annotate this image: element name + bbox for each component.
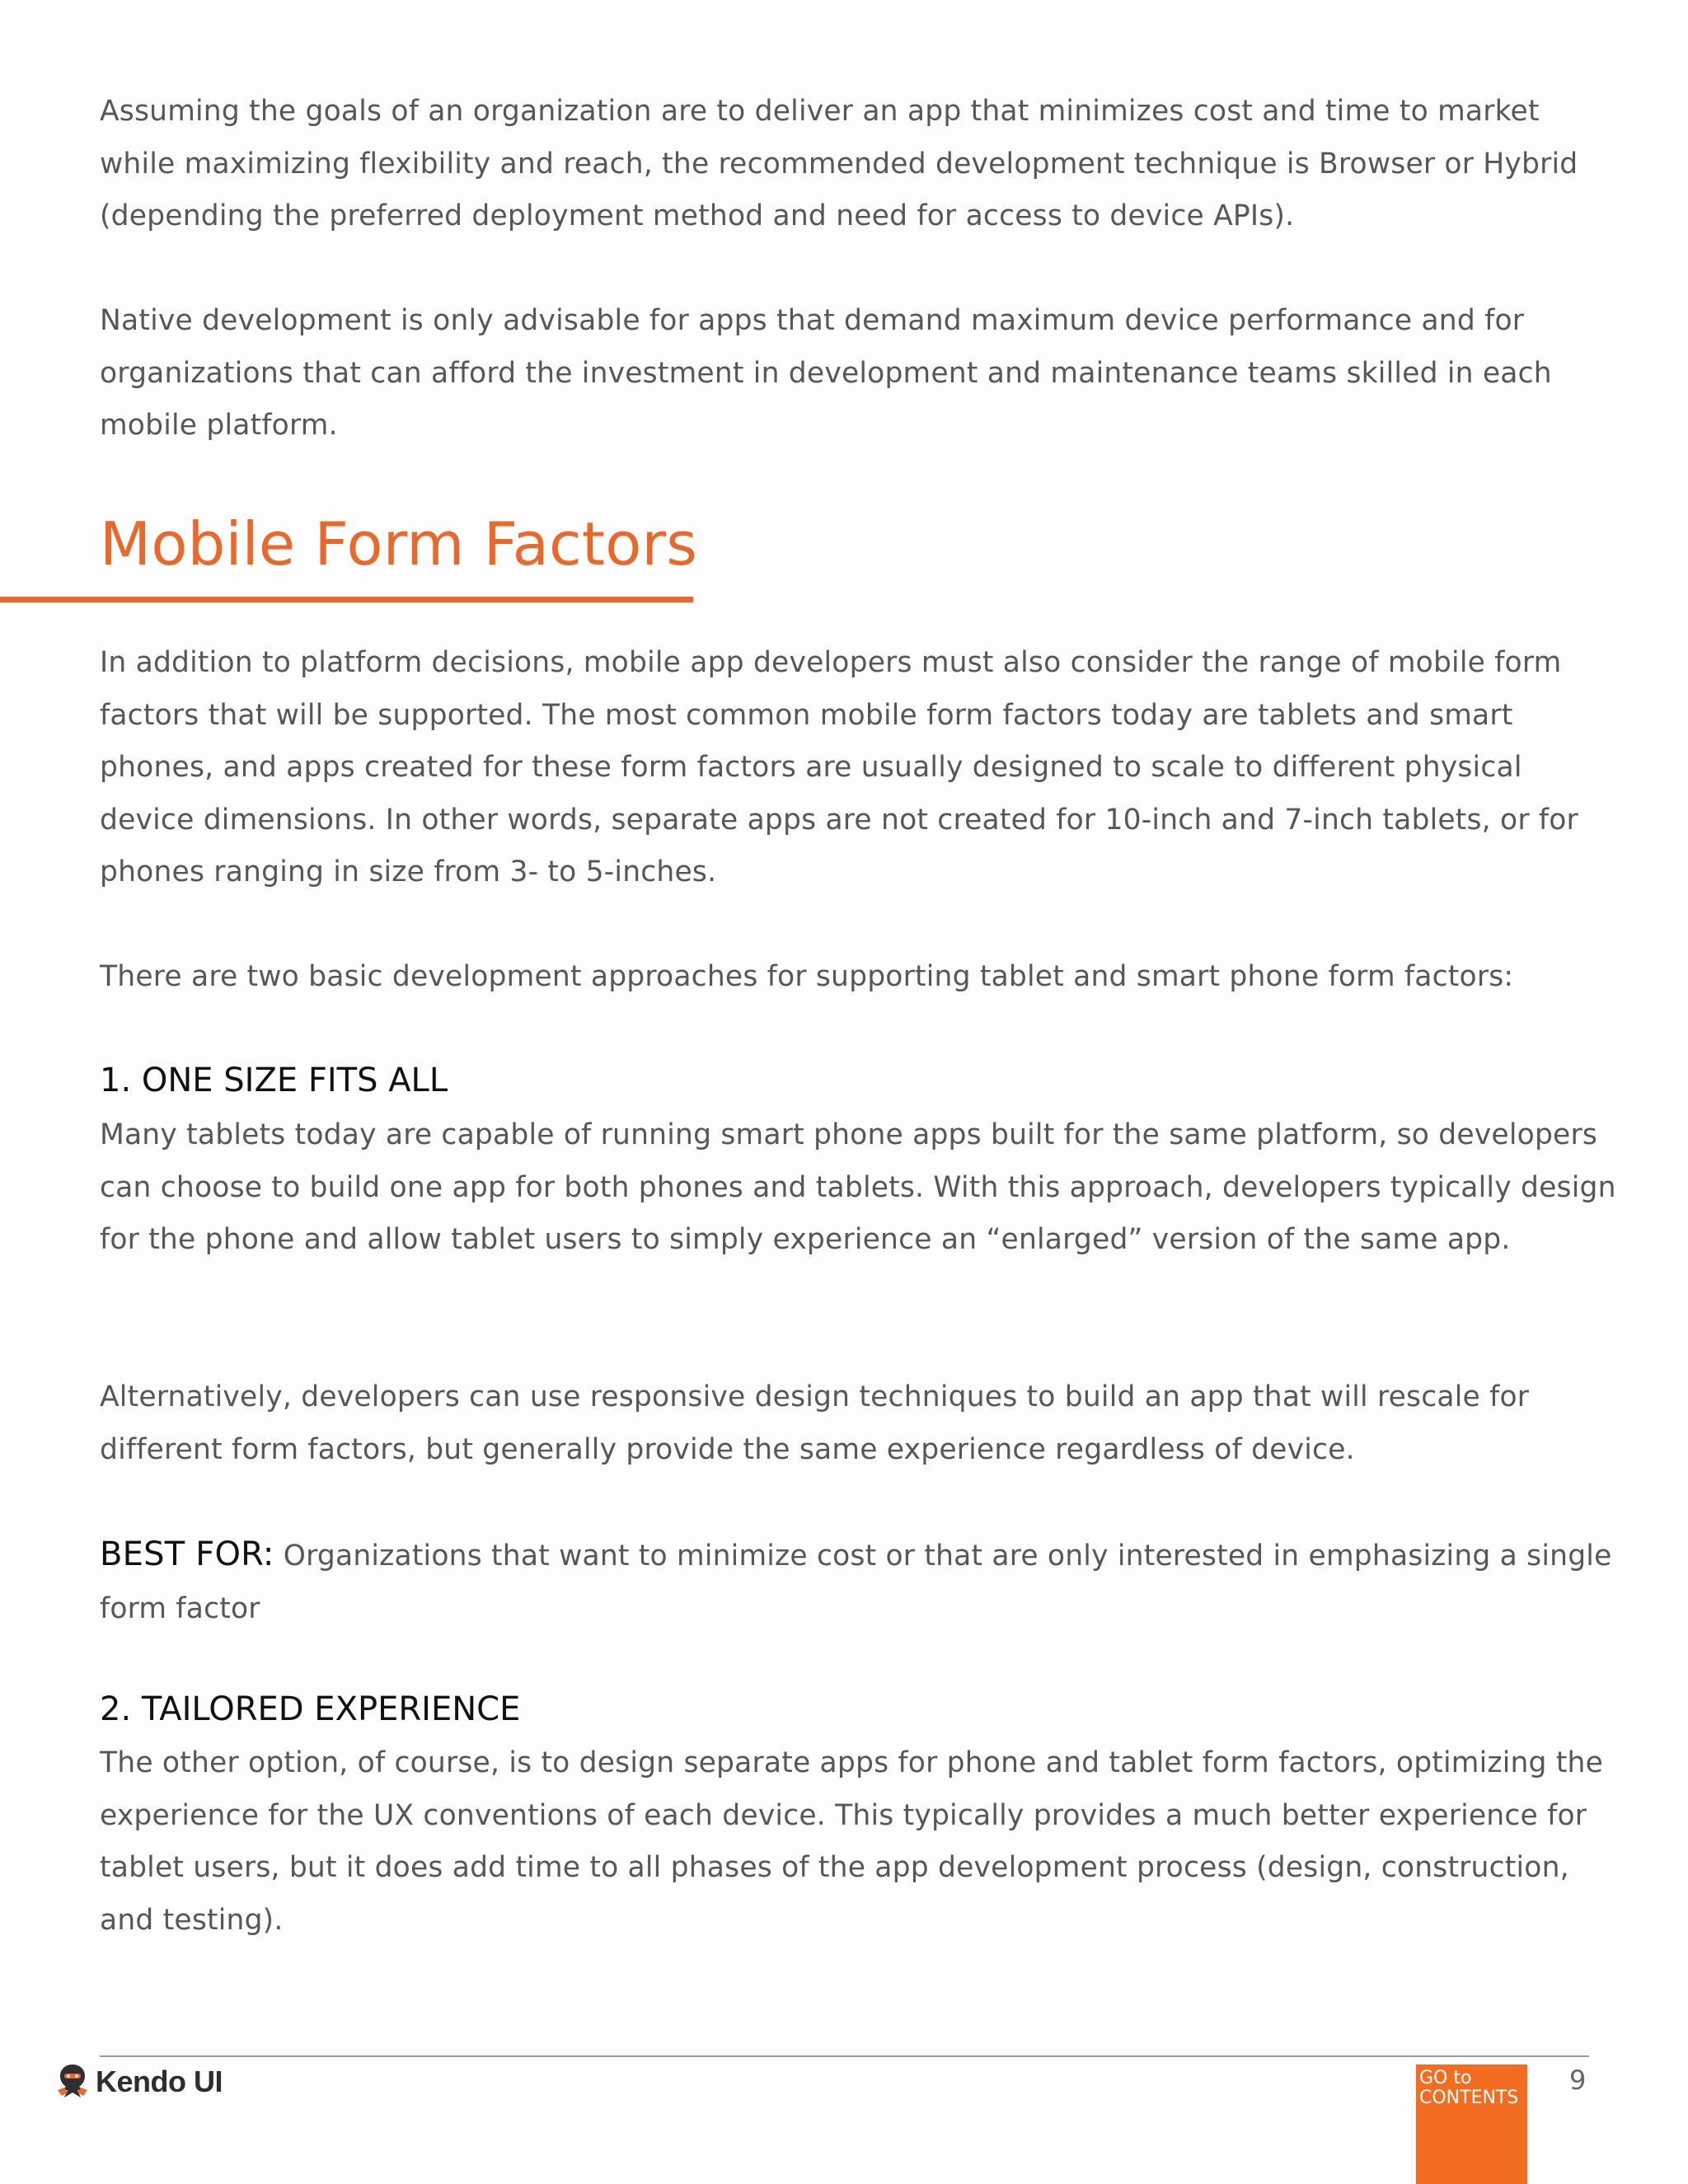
best-for-text: Organizations that want to minimize cost or that are only interested in emphasizing a single form factor [100, 1540, 1612, 1625]
approach-one-heading: 1. ONE SIZE FITS ALL [100, 1062, 448, 1099]
footer-divider [100, 2055, 1589, 2057]
page-number: 9 [1569, 2064, 1587, 2096]
go-to-contents-button[interactable] [1416, 2064, 1527, 2184]
approach-one-alternative: Alternatively, developers can use responsive design techniques to build an app that will rescale for different form factors, but generally provide the same experience regardless of device. [100, 1380, 1530, 1466]
go-to-label: GO to [1419, 2068, 1472, 2088]
contents-label: CONTENTS [1419, 2088, 1519, 2108]
form-factors-intro-paragraph: In addition to platform decisions, mobile app developers must also consider the range of mobile form factors that will be supported. The most common mobile form factors today are tablets and smart phones, and apps created for these form factors are usually designed to scale to different physical device dimensions. In other words, separate apps are not created for 10-inch and 7-inch tablets, or for phones ranging in size from 3- to 5-inches. [100, 646, 1578, 888]
kendo-ninja-icon [54, 2063, 91, 2101]
section-title: Mobile Form Factors [100, 509, 698, 579]
approach-two-heading: 2. TAILORED EXPERIENCE [100, 1690, 521, 1728]
native-advice-paragraph: Native development is only advisable for apps that demand maximum device performance and for organizations that can afford the investment in development and maintenance teams skilled in each mobile platform. [100, 304, 1552, 442]
best-for-paragraph [100, 1529, 1616, 1635]
kendo-ui-wordmark: Kendo UI [96, 2064, 223, 2098]
approach-two-body: The other option, of course, is to design separate apps for phone and tablet form factors, optimizing the experience for the UX conventions of each device. This typically provides a much better experience for tablet users, but it does add time to all phases of the app development process (design, construction, and testing). [100, 1746, 1604, 1937]
best-for-label: BEST FOR: [100, 1535, 274, 1573]
approaches-lead-paragraph: There are two basic development approaches for supporting tablet and smart phone form factors: [100, 960, 1514, 993]
approach-one-body: Many tablets today are capable of running smart phone apps built for the same platform, so developers can choose to build one app for both phones and tablets. With this approach, developers typically design for the phone and allow tablet users to simply experience an “enlarged” version of the same app. [100, 1118, 1616, 1256]
section-title-underline [0, 597, 693, 602]
intro-goals-paragraph: Assuming the goals of an organization are to deliver an app that minimizes cost and time to market while maximizing flexibility and reach, the recommended development technique is Browser or Hybrid (depending the preferred deployment method and need for access to device APIs). [100, 95, 1578, 232]
kendo-ui-logo [54, 2063, 223, 2101]
